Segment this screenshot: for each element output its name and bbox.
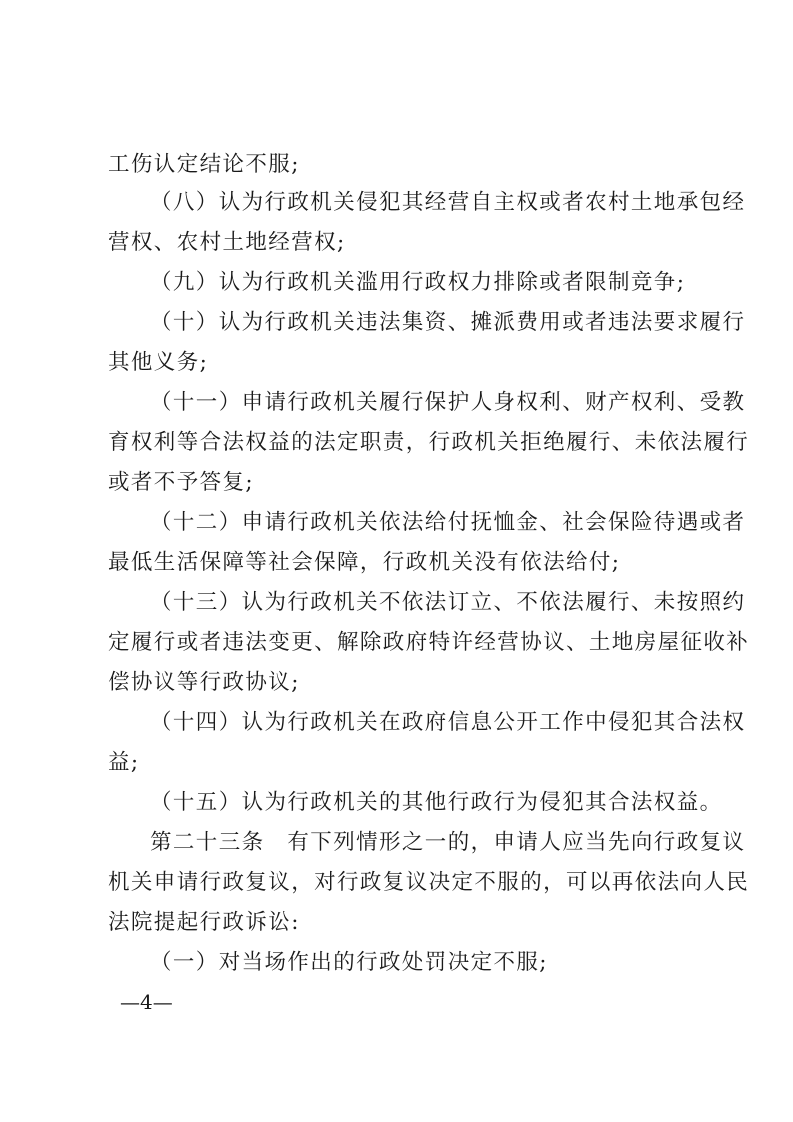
text-line: （一）对当场作出的行政处罚决定不服; bbox=[150, 950, 548, 975]
text-line: 其他义务; bbox=[108, 350, 209, 375]
text-line: 法院提起行政诉讼: bbox=[108, 910, 300, 935]
text-line: （十五）认为行政机关的其他行政行为侵犯其合法权益。 bbox=[150, 790, 723, 815]
text-line: 机关申请行政复议，对行政复议决定不服的，可以再依法向人民 bbox=[108, 870, 750, 895]
text-line: （八）认为行政机关侵犯其经营自主权或者农村土地承包经 bbox=[150, 190, 746, 215]
text-line: 偿协议等行政协议; bbox=[108, 670, 300, 695]
text-line: （十四）认为行政机关在政府信息公开工作中侵犯其合法权 bbox=[150, 710, 746, 735]
page-number: —4— bbox=[120, 990, 173, 1014]
text-line: 育权利等合法权益的法定职责，行政机关拒绝履行、未依法履行 bbox=[108, 430, 750, 455]
text-line: 最低生活保障等社会保障，行政机关没有依法给付; bbox=[108, 550, 621, 575]
text-line: 定履行或者违法变更、解除政府特许经营协议、土地房屋征收补 bbox=[108, 630, 750, 655]
text-line: （十一）申请行政机关履行保护人身权利、财产权利、受教 bbox=[150, 390, 746, 415]
text-line: 益; bbox=[108, 750, 140, 775]
text-line: （十）认为行政机关违法集资、摊派费用或者违法要求履行 bbox=[150, 310, 746, 335]
text-line: （十三）认为行政机关不依法订立、不依法履行、未按照约 bbox=[150, 590, 746, 615]
text-line: 工伤认定结论不服; bbox=[108, 152, 300, 177]
text-line: 或者不予答复; bbox=[108, 470, 255, 495]
text-line: 营权、农村土地经营权; bbox=[108, 230, 346, 255]
article-heading-line: 第二十三条 有下列情形之一的，申请人应当先向行政复议 bbox=[150, 830, 746, 855]
text-line: （十二）申请行政机关依法给付抚恤金、社会保险待遇或者 bbox=[150, 510, 746, 535]
text-line: （九）认为行政机关滥用行政权力排除或者限制竞争; bbox=[150, 270, 686, 295]
